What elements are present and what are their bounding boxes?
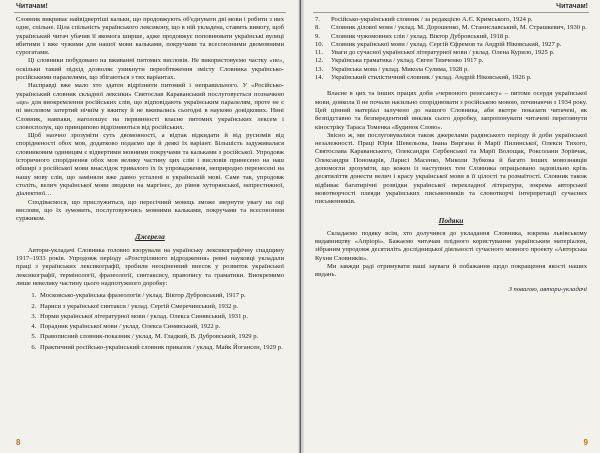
- list-number: 9.: [315, 32, 320, 40]
- right-page: [301, 0, 600, 453]
- list-item: 5. Правописний словник-показник / уклад. М. Гладкий, В. Дубровський, 1929 р.: [38, 333, 284, 341]
- paragraph: Власне в цих та інших працях доби «червоного ренесансу» – питоме осердя української мови, довкола її не почали насильно споріднювати з російською мовою, починаючи з 1934 року. Цей цінний матеріал залучено до нашого Словника, аби вкотре показати читачеві, як безпідставно та безпередентний виклик сього доробку, запропонувати читачеві переглянути кіностріку Тараса Томенка «Будинок Слово».: [315, 90, 587, 131]
- list-item: 1. Московсько-українська фразеологія / уклад. Віктор Дубровський, 1917 р.: [38, 292, 284, 300]
- list-item: [315, 74, 587, 82]
- left-column: [16, 16, 284, 354]
- list-text: Уваги до сучасної української літературної мови / уклад. Олена Курило, 1925 р.: [331, 49, 555, 57]
- list-text: Українська граматика / уклад. Євген Тимченко 1917 р.: [331, 57, 484, 65]
- header-rule: [313, 12, 589, 13]
- list-text: Російсько-український словник / за редакцією А.Є. Кримського, 1924 р.: [331, 16, 533, 23]
- paragraph: Ці словники побудовано на вживанні питомих висловів. Не використовуємо частку «не», оскільки такий підхід дозволяє уникнути переобтяження змісту Словника українсько-російськими паралелями, що збігаються з тих варіантах.: [16, 57, 284, 82]
- paragraph: Складаємо подяку всім, хто долучився до укладання Словника, зокрема львівському видавництву «Апріорі». Бажаємо читачам плідного користування українським матеріалом, зібраним упродовж десятиліть дослідницької діяльності сучасного мовного проекту «Авторська Кухня Словників».: [315, 229, 587, 262]
- paragraph: Словник викриває найвідвертіші кальки, що продовжують об'єднувати дві мови і робити з них одне, спільне. Ціла спільність українського лексикону, що в ній укладена, ставить вимогу, щоб український читач убачив її якомога ширше, адже продовжує поповнювати українські вулиці вбитими і вже чужими для нашої мови кальками, покручами та всесоюзними двомовними сурогатами.: [16, 16, 284, 57]
- list-item: 3. Норми української літературної мови / уклад. Олекса Синявський, 1931 р.: [38, 313, 284, 321]
- sources-list: [16, 292, 284, 352]
- list-item: [315, 33, 587, 41]
- sources-list-continued: [315, 16, 587, 82]
- list-number: 7.: [315, 16, 320, 23]
- list-item: [315, 57, 587, 65]
- right-column: [315, 16, 587, 294]
- list-text: Українська мова / уклад. Микола Сулима, 1928 р.: [331, 65, 469, 73]
- signature: З повагою, автори-укладачі: [508, 285, 587, 293]
- page-number: 8: [16, 438, 21, 447]
- list-item: 2. Нариси з української синтакси / уклад. Сергій Смеречинський, 1932 р.: [38, 303, 284, 311]
- paragraph: Насправді вже мало хто здатен відрізнити питомий і неправильного. У «Російсько-український словник складної лексики» Святослав Караванський послуговується позначкою «це» для виокремлення російських слів, що відповідають українським паралелям, проте не є ні висловом затертий нічиїм у вжитку й не вживались сьогодні в науково довідкових. Нині Словник, навпаки, наголошує на первинності власне питомих українських лексем і словосполук, що принципово відрізняються від російських.: [16, 82, 284, 131]
- list-item: [315, 66, 587, 74]
- list-number: 8.: [315, 24, 320, 32]
- book-gutter: [298, 0, 304, 453]
- list-item: [315, 41, 587, 49]
- list-number: 14.: [315, 74, 324, 82]
- list-item: [315, 49, 587, 57]
- list-number: 11.: [315, 49, 323, 57]
- paragraph: Щоб наочно зрозуміти суть двомовності, а відтак відкидати й від русизмів від спорідненості обох мов, додатково подаємо ще й деякі їх варіант. Більшість задуживалася словниковим одиницям є відвертими мовними покручами та кальками з російської. Упродовж історичного споріднення обох мов велику частину цих слів і висловів принесено на наш обширі з російської мови внаслідок тривалого їх їх упровадження, неприродно перенесені на нашу мову слів, що заміняли вже давно усталені в українській мові. Саме так, упродовж століть, велич української мови зводили на маргінес, до рівня хуторянської, непрестижної, діалектної…: [16, 132, 284, 198]
- thanks-heading: Подяки: [438, 215, 464, 225]
- page-number: 9: [583, 438, 588, 447]
- list-text: Словник чужомовних слів / уклад. Віктор Дубровський, 1918 р.: [331, 32, 510, 40]
- sources-heading: Джерела: [135, 232, 165, 242]
- running-head: Читачам!: [556, 3, 588, 10]
- sources-intro: Автори-укладачі Словника головно взорували на українську лексикографічну спадщину 1917–1933 років. Упродовж періоду «Розстріляного відродження» ревні науковці укладали праці з українських лексикографії, зробили неоціненний внесок у розвиток української лексикографії, термінології, фразеології, синтаксису, правопису та граматики. Виокремимо лише невелику частину цього надпотужного доробку:: [16, 246, 284, 287]
- list-number: 12.: [315, 57, 324, 65]
- paragraph: Сподіваємося, що прислужиться, що пересічний мовець зможе звернути увагу на оці вислови, що їх зумовить, послуговуючись мовними кальками, покручами та всесоюзним суржиком.: [16, 198, 284, 223]
- list-item: 6. Практичний російсько-український словник приказок / уклад. Майк Йогансен, 1929 р.: [38, 344, 284, 352]
- paragraph: Звісно ж, ми послуговувалися також джерелами радянського періоду й доби української незалежності. Праці Юрія Шевельова, Івана Виргана й Марії Пилинської, Олекси Тихого, Святослава Караванського, Олександри Сербенської та Марії Волощак, Роксолани Зорівчак, Олександри Пономарів, Ларисі Масенко, Миколи Зубкова й багато інших мовознавців допомогли зрозуміти, що кожен із наступних тем Словника опрацьовано задовільно крізь десятиліття донести велич і красу української мови в її цілості та розмаїтості. Словник також відбиває багатирічні розвідки української перекладної літератури, зокрема авторської мовотворчості плеяди українських письменників та словотворчі інтерпретації сучасних письменників.: [315, 131, 587, 206]
- list-number: 13.: [315, 65, 324, 73]
- list-text: Український стилістичний словник / уклад. Андрій Ніковський, 1926 р.: [331, 74, 532, 82]
- list-item: [315, 16, 587, 24]
- header-rule: [14, 12, 286, 13]
- paragraph: Ми завжди раді отримувати ваші зауваги й побажання щодо покращення якості наших видань.: [315, 263, 587, 279]
- list-item: [315, 24, 587, 32]
- list-number: 10.: [315, 40, 324, 48]
- list-text: Словник ділової мови / уклад. М. Дорошенко, М. Станиславський, М. Страшкевич, 1930 р.: [331, 24, 587, 32]
- list-item: 4. Порадник української мови / уклад. Олекса Синявський, 1922 р.: [38, 323, 284, 331]
- running-head: Читачам!: [16, 3, 48, 10]
- list-text: Словник української мови / уклад. Сергій Єфремов та Андрій Ніковський, 1927 р.: [331, 40, 562, 48]
